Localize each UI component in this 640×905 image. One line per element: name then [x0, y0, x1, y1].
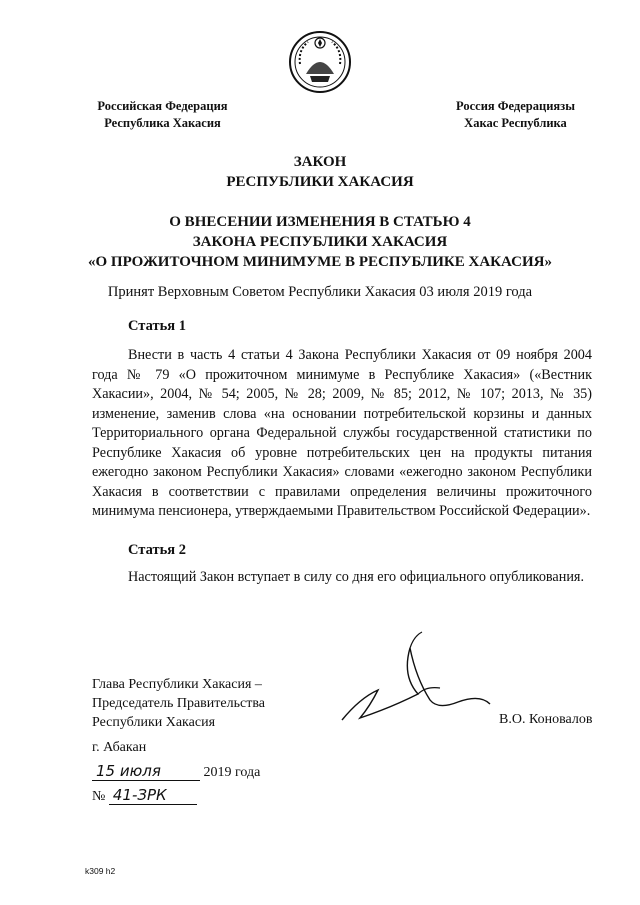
- coat-of-arms-icon: [288, 30, 352, 94]
- subtitle-line3: «О ПРОЖИТОЧНОМ МИНИМУМЕ В РЕСПУБЛИКЕ ХАКАСИЯ»: [88, 254, 552, 270]
- article1-text: Внести в часть 4 статьи 4 Закона Республики Хакасия от 09 ноября 2004 года № 79 «О прожиточном минимуме в Республике Хакасия» («Вестник Хакасии», 2004, № 54; 2005, № 28; 2009, № 85; 2012, № 107; 2013, № 35) изменение, заменив слова «на основании потребительской корзины и данных Территориального органа Федеральной службы государственной статистики по Республике Хакасия об уровне потребительских цен на продукты питания ежегодно законом Республики Хакасия» словами «ежегодно законом Республики Хакасия в соответствии с правилами определения величины прожиточного минимума пенсионера, утверждаемыми Правительством Российской Федерации».: [92, 347, 592, 519]
- title-line1: ЗАКОН: [293, 154, 347, 170]
- header-left: [80, 98, 245, 132]
- document-title: [0, 152, 640, 192]
- title-line2: РЕСПУБЛИКИ ХАКАСИЯ: [226, 174, 414, 190]
- signature-icon: [330, 628, 500, 738]
- date-suffix: 2019 года: [203, 765, 261, 780]
- subtitle-line2: ЗАКОНА РЕСПУБЛИКИ ХАКАСИЯ: [192, 234, 448, 250]
- header-right: [438, 98, 593, 132]
- handwritten-number: 41-ЗРК: [109, 786, 197, 805]
- handwritten-date: 15 июля: [92, 762, 200, 781]
- footer-code: k309 h2: [85, 866, 116, 876]
- article2-heading: Статья 2: [128, 542, 186, 558]
- header-left-line2: Республика Хакасия: [104, 116, 221, 130]
- header-right-line2: Хакас Республика: [464, 116, 567, 130]
- date-line: [92, 762, 260, 781]
- place: г. Абакан: [92, 740, 147, 755]
- signer-name: В.О. Коновалов: [499, 712, 593, 727]
- signer-line2: Председатель Правительства: [92, 696, 265, 711]
- signer-line1: Глава Республики Хакасия –: [92, 677, 262, 692]
- header-left-line1: Российская Федерация: [97, 99, 228, 113]
- number-prefix: №: [92, 789, 106, 804]
- subtitle-line1: О ВНЕСЕНИИ ИЗМЕНЕНИЯ В СТАТЬЮ 4: [169, 214, 471, 230]
- document-subtitle: [0, 212, 640, 272]
- article2-text: Настоящий Закон вступает в силу со дня его официального опубликования.: [128, 569, 584, 585]
- adopted-line: Принят Верховным Советом Республики Хакасия 03 июля 2019 года: [107, 284, 533, 300]
- number-line: [92, 786, 197, 805]
- signer-title: [92, 675, 265, 732]
- signer-line3: Республики Хакасия: [92, 715, 216, 730]
- article1-heading: Статья 1: [128, 318, 186, 334]
- header-right-line1: Россия Федерациязы: [456, 99, 575, 113]
